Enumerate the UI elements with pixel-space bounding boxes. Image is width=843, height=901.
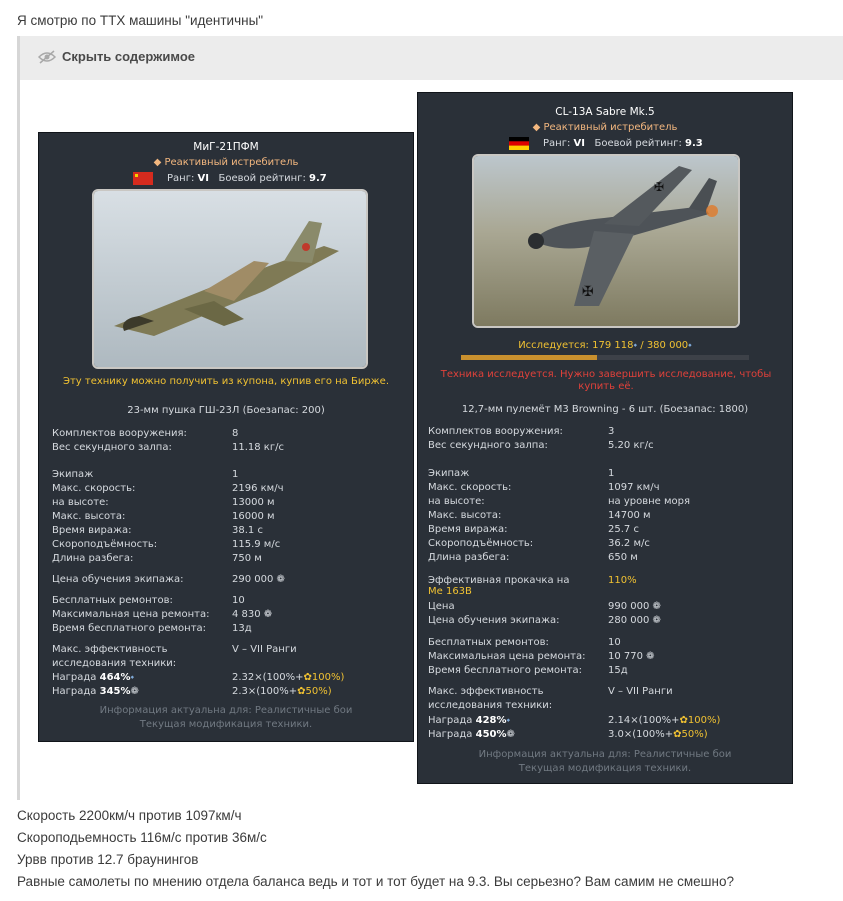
research-progress-fill <box>461 355 597 360</box>
stat-value: 8 <box>232 428 239 439</box>
research-note: Техника исследуется. Нужно завершить исследование, чтобы купить её. <box>440 369 772 392</box>
stat-label: на высоте: <box>428 496 485 507</box>
reward-row-2: Награда 345%❁ <box>52 686 139 697</box>
stat-value: 4 830 ❁ <box>232 609 273 620</box>
research-status: Исследуется: 179 118⬩ / 380 000⬩ <box>518 340 692 351</box>
stat-label: Комплектов вооружения: <box>428 426 563 437</box>
stat-label: Время виража: <box>52 525 132 536</box>
rank-label: Ранг: <box>167 173 195 184</box>
stat-label: Комплектов вооружения: <box>52 428 187 439</box>
stat-label: Время виража: <box>428 524 508 535</box>
stat-value: 10 <box>608 637 621 648</box>
stat-value: 25.7 с <box>608 524 639 535</box>
vehicle-class: ◆ Реактивный истребитель <box>532 122 678 133</box>
vehicle-class: ◆ Реактивный истребитель <box>153 157 299 168</box>
stat-label: Макс. скорость: <box>52 483 136 494</box>
post-intro-text: Я смотрю по ТТХ машины "идентичны" <box>17 13 264 28</box>
stat-label: Время бесплатного ремонта: <box>52 623 207 634</box>
svg-text:✠: ✠ <box>654 180 665 194</box>
stat-value: 750 м <box>232 553 262 564</box>
rank-label: Ранг: <box>543 138 571 149</box>
stat-label: на высоте: <box>52 497 109 508</box>
reward-row-2: Награда 450%❁ <box>428 729 515 740</box>
stat-label: Скороподъёмность: <box>428 538 534 549</box>
stat-value: 16000 м <box>232 511 275 522</box>
rank-value: VI <box>197 173 209 184</box>
stat-label: Максимальная цена ремонта: <box>428 651 586 662</box>
reward-row-1: Награда 464%⬩ <box>52 672 135 683</box>
stat-label: Экипаж <box>428 468 470 479</box>
stat-label: Скороподъёмность: <box>52 539 158 550</box>
vehicle-photo-sabre <box>472 154 740 328</box>
stat-label: Вес секундного залпа: <box>428 440 548 451</box>
stat-value: 1097 км/ч <box>608 482 660 493</box>
eye-icon <box>38 50 56 64</box>
reward-value-1: 2.14×(100%+✿100%) <box>608 715 721 726</box>
stat-label: исследования техники: <box>428 700 553 711</box>
spoiler-block <box>17 36 843 800</box>
reward-value-2: 3.0×(100%+✿50%) <box>608 729 708 740</box>
weapon-info: 23-мм пушка ГШ-23Л (Боезапас: 200) <box>127 405 325 416</box>
post-line-2: Скороподьемность 116м/с против 36м/с <box>17 830 267 845</box>
stat-value: на уровне моря <box>608 496 691 507</box>
stat-label: Цена <box>428 601 455 612</box>
stat-value: V – VII Ранги <box>608 686 673 697</box>
stat-label: Бесплатных ремонтов: <box>428 637 549 648</box>
reward-value-1: 2.32×(100%+✿100%) <box>232 672 345 683</box>
effective-research-label: Эффективная прокачка на Me 163B <box>428 575 570 597</box>
stat-value: V – VII Ранги <box>232 644 297 655</box>
svg-text:✠: ✠ <box>582 284 594 300</box>
stat-label: Время бесплатного ремонта: <box>428 665 583 676</box>
stat-label: Цена обучения экипажа: <box>428 615 560 626</box>
spoiler-label: Скрыть содержимое <box>62 49 195 64</box>
spoiler-content <box>20 80 843 800</box>
stat-value: 10 <box>232 595 245 606</box>
br-label: Боевой рейтинг: <box>218 173 306 184</box>
stat-label: исследования техники: <box>52 658 177 669</box>
rank-value: VI <box>573 138 585 149</box>
stat-label: Макс. эффективность <box>428 686 544 697</box>
post-line-4: Равные самолеты по мнению отдела баланса ведь и тот и тот будет на 9.3. Вы серьезно? Вам самим не смешно? <box>17 874 734 889</box>
vehicle-name: CL-13A Sabre Mk.5 <box>555 106 655 118</box>
stat-label: Максимальная цена ремонта: <box>52 609 210 620</box>
stat-value: 650 м <box>608 552 638 563</box>
stat-value: 115.9 м/с <box>232 539 281 550</box>
stat-value: 13000 м <box>232 497 275 508</box>
vehicle-card-sabre <box>417 92 793 784</box>
vehicle-photo-mig21 <box>92 189 368 369</box>
stat-value: 5.20 кг/с <box>608 440 654 451</box>
stat-value: 2196 км/ч <box>232 483 284 494</box>
reward-value-2: 2.3×(100%+✿50%) <box>232 686 332 697</box>
stat-value: 14700 м <box>608 510 651 521</box>
stat-label: Бесплатных ремонтов: <box>52 595 173 606</box>
stat-label: Длина разбега: <box>428 552 510 563</box>
stat-value: 13д <box>232 623 252 634</box>
stat-value: 11.18 кг/с <box>232 442 284 453</box>
research-progress-bar <box>461 355 749 360</box>
stat-value: 290 000 ❁ <box>232 574 285 585</box>
effective-research-value: 110% <box>608 575 637 586</box>
stat-label: Макс. высота: <box>52 511 126 522</box>
stat-label: Экипаж <box>52 469 94 480</box>
stat-value: 990 000 ❁ <box>608 601 661 612</box>
br-value: 9.3 <box>685 138 703 149</box>
stat-value: 1 <box>232 469 239 480</box>
vehicle-name: МиГ-21ПФМ <box>193 141 259 153</box>
br-label: Боевой рейтинг: <box>594 138 682 149</box>
stat-label: Макс. скорость: <box>428 482 512 493</box>
stat-value: 38.1 с <box>232 525 263 536</box>
stat-label: Цена обучения экипажа: <box>52 574 184 585</box>
stat-value: 1 <box>608 468 615 479</box>
post-line-3: Урвв против 12.7 браунингов <box>17 852 199 867</box>
reward-row-1: Награда 428%⬩ <box>428 715 511 726</box>
br-value: 9.7 <box>309 173 327 184</box>
weapon-info: 12,7-мм пулемёт M3 Browning - 6 шт. (Боезапас: 1800) <box>461 404 749 415</box>
stat-label: Макс. эффективность <box>52 644 168 655</box>
stat-label: Макс. высота: <box>428 510 502 521</box>
stat-value: 3 <box>608 426 615 437</box>
footer-info: Информация актуальна для: Реалистичные бои Текущая модификация техники. <box>478 749 732 774</box>
vehicle-card-mig21 <box>38 132 414 742</box>
ussr-flag-icon <box>133 172 153 185</box>
spoiler-toggle[interactable] <box>17 36 843 80</box>
post-line-1: Скорость 2200км/ч против 1097км/ч <box>17 808 242 823</box>
stat-value: 10 770 ❁ <box>608 651 655 662</box>
footer-info: Информация актуальна для: Реалистичные бои Текущая модификация техники. <box>99 705 353 730</box>
stat-label: Вес секундного залпа: <box>52 442 172 453</box>
coupon-note: Эту технику можно получить из купона, купив его на Бирже. <box>62 376 390 387</box>
stat-value: 36.2 м/с <box>608 538 650 549</box>
stat-value: 15д <box>608 665 628 676</box>
stat-label: Длина разбега: <box>52 553 134 564</box>
stat-value: 280 000 ❁ <box>608 615 661 626</box>
germany-flag-icon <box>509 137 529 150</box>
